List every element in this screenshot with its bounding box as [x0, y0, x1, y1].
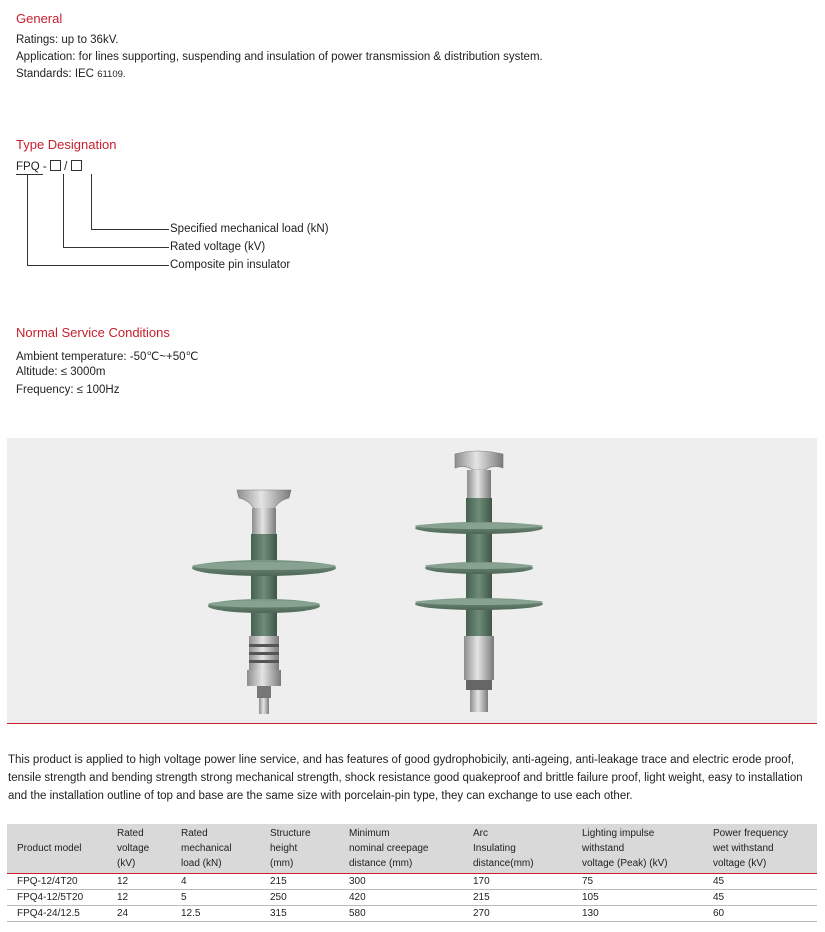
- service-conditions-heading: Normal Service Conditions: [16, 325, 170, 340]
- cell-creepage-distance: 420: [349, 890, 473, 906]
- cell-creepage-distance: 300: [349, 874, 473, 890]
- cell-creepage-distance: 580: [349, 906, 473, 922]
- cell-lightning-impulse: 105: [582, 890, 713, 906]
- cell-rated-voltage: 12: [117, 890, 181, 906]
- cell-model: FPQ4-12/5T20: [7, 890, 117, 906]
- cell-mechanical-load: 5: [181, 890, 270, 906]
- product-photo: [7, 438, 817, 723]
- designation-prefix: FPQ: [16, 161, 40, 173]
- designation-slash: /: [64, 161, 68, 173]
- header-arc-distance: Arc Insulating distance(mm): [473, 824, 582, 874]
- right-insulator: [415, 451, 543, 712]
- header-structure-height: Structure height (mm): [270, 824, 349, 874]
- load-leader-line: [91, 229, 169, 230]
- left-insulator: [192, 490, 336, 714]
- cell-arc-distance: 270: [473, 906, 582, 922]
- cell-arc-distance: 215: [473, 890, 582, 906]
- legend-composite-pin-insulator: Composite pin insulator: [170, 259, 291, 271]
- prefix-leader-line: [27, 265, 169, 266]
- load-placeholder-box: [71, 160, 82, 171]
- prefix-connector-line: [27, 174, 28, 265]
- cell-lightning-impulse: 130: [582, 906, 713, 922]
- standards-label: Standards: IEC: [16, 68, 94, 80]
- voltage-connector-line: [63, 174, 64, 247]
- cell-structure-height: 215: [270, 874, 349, 890]
- frequency-text: Frequency: ≤ 100Hz: [16, 384, 120, 396]
- cell-lightning-impulse: 75: [582, 874, 713, 890]
- header-power-frequency: Power frequency wet withstand voltage (kV): [713, 824, 817, 874]
- cell-mechanical-load: 4: [181, 874, 270, 890]
- voltage-leader-line: [63, 247, 169, 248]
- designation-dash: -: [42, 161, 47, 173]
- standards-value: 61109.: [97, 69, 126, 80]
- cell-mechanical-load: 12.5: [181, 906, 270, 922]
- cell-arc-distance: 170: [473, 874, 582, 890]
- table-header-row: [7, 824, 817, 874]
- voltage-placeholder-box: [50, 160, 61, 171]
- general-heading: General: [16, 11, 63, 26]
- cell-model: FPQ4-24/12.5: [7, 906, 117, 922]
- cell-rated-voltage: 12: [117, 874, 181, 890]
- header-rated-voltage: Rated voltage (kV): [117, 824, 181, 874]
- cell-model: FPQ-12/4T20: [7, 874, 117, 890]
- cell-structure-height: 250: [270, 890, 349, 906]
- cell-rated-voltage: 24: [117, 906, 181, 922]
- cell-power-frequency: 45: [713, 874, 817, 890]
- table-row: [7, 874, 817, 890]
- ambient-temperature-text: Ambient temperature: -50℃~+50℃: [16, 351, 199, 363]
- specification-table: [7, 824, 817, 922]
- application-text: Application: for lines supporting, suspending and insulation of power transmission & distribution system.: [16, 51, 543, 63]
- table-row: [7, 906, 817, 922]
- header-rated-mechanical-load: Rated mechanical load (kN): [181, 824, 270, 874]
- photo-divider: [7, 723, 817, 724]
- ratings-text: Ratings: up to 36kV.: [16, 34, 119, 46]
- product-description: This product is applied to high voltage power line service, and has features of good gydrophobicily, anti-ageing, anti-leakage trace and electric erode proof, tensile strength and bending strength strong mechanical strength, shock resistance good quakeproof and brittle failure proof, light weight, easy to installation and the installation outline of top and base are the same size with porcelain-pin type, they can exchange to use each other.: [8, 754, 803, 802]
- legend-mechanical-load: Specified mechanical load (kN): [170, 223, 329, 235]
- type-designation-heading: Type Designation: [16, 137, 117, 152]
- cell-power-frequency: 60: [713, 906, 817, 922]
- header-creepage-distance: Minimum nominal creepage distance (mm): [349, 824, 473, 874]
- prefix-underline: [16, 174, 43, 175]
- header-lightning-impulse: Lighting impulse withstand voltage (Peak) (kV): [582, 824, 713, 874]
- insulator-illustration: [7, 438, 817, 723]
- designation-code: [16, 160, 82, 173]
- header-product-model: Product model: [7, 824, 117, 874]
- legend-rated-voltage: Rated voltage (kV): [170, 241, 266, 253]
- standards-text: [16, 68, 126, 80]
- load-connector-line: [91, 174, 92, 229]
- cell-structure-height: 315: [270, 906, 349, 922]
- table-row: [7, 890, 817, 906]
- cell-power-frequency: 45: [713, 890, 817, 906]
- altitude-text: Altitude: ≤ 3000m: [16, 366, 106, 378]
- type-designation-diagram: [0, 155, 360, 275]
